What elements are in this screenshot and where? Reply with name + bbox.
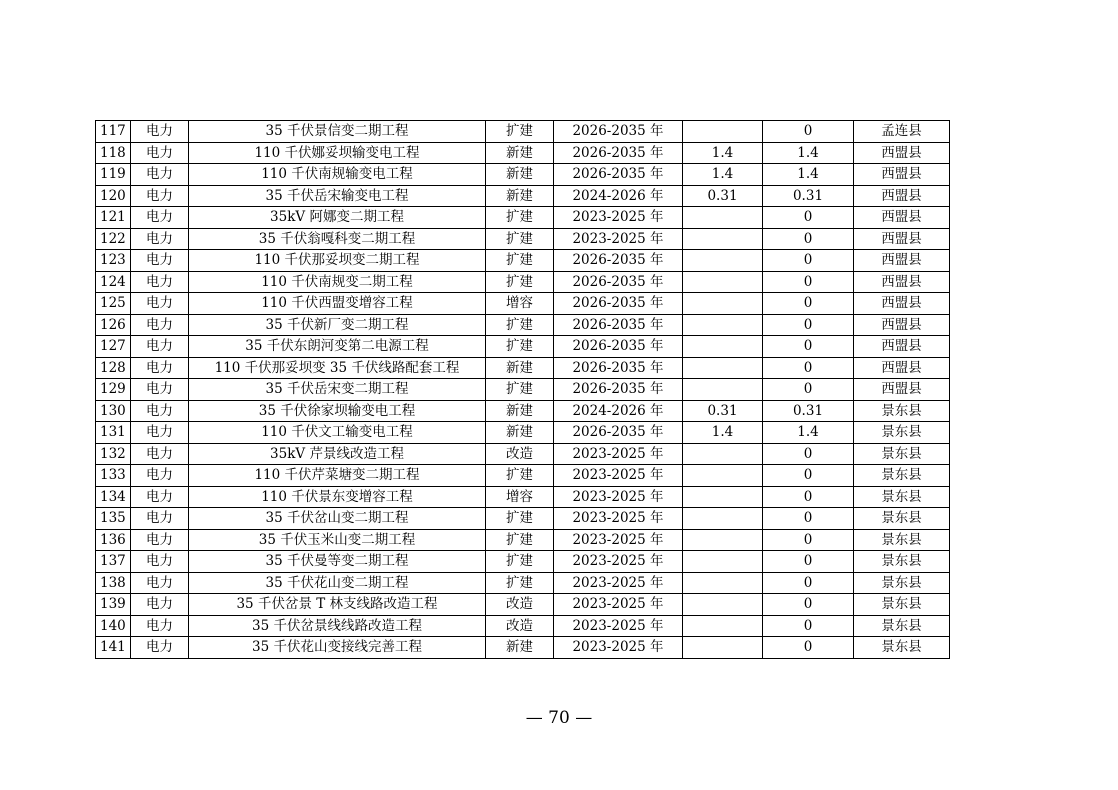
build-type-cell: 新建 <box>486 400 554 422</box>
category-cell: 电力 <box>131 185 189 207</box>
table-row <box>96 250 950 272</box>
row-number-cell: 137 <box>96 551 131 573</box>
county-cell: 景东县 <box>854 615 950 637</box>
value-a-cell <box>683 572 763 594</box>
value-a-cell: 0.31 <box>683 185 763 207</box>
table-row <box>96 400 950 422</box>
project-name-cell: 110 千伏文工输变电工程 <box>189 422 486 444</box>
period-cell: 2026-2035 年 <box>554 164 683 186</box>
period-cell: 2023-2025 年 <box>554 615 683 637</box>
category-cell: 电力 <box>131 142 189 164</box>
project-name-cell: 110 千伏景东变增容工程 <box>189 486 486 508</box>
row-number-cell: 121 <box>96 207 131 229</box>
county-cell: 西盟县 <box>854 142 950 164</box>
table-row <box>96 185 950 207</box>
build-type-cell: 改造 <box>486 594 554 616</box>
value-b-cell: 0 <box>763 637 854 659</box>
project-name-cell: 35 千伏岳宋变二期工程 <box>189 379 486 401</box>
period-cell: 2026-2035 年 <box>554 422 683 444</box>
period-cell: 2024-2026 年 <box>554 400 683 422</box>
project-name-cell: 110 千伏南规输变电工程 <box>189 164 486 186</box>
county-cell: 西盟县 <box>854 357 950 379</box>
category-cell: 电力 <box>131 293 189 315</box>
category-cell: 电力 <box>131 486 189 508</box>
period-cell: 2026-2035 年 <box>554 271 683 293</box>
value-b-cell: 0 <box>763 207 854 229</box>
value-a-cell <box>683 207 763 229</box>
category-cell: 电力 <box>131 400 189 422</box>
county-cell: 景东县 <box>854 508 950 530</box>
value-b-cell: 0 <box>763 551 854 573</box>
county-cell: 西盟县 <box>854 250 950 272</box>
county-cell: 景东县 <box>854 465 950 487</box>
period-cell: 2023-2025 年 <box>554 529 683 551</box>
build-type-cell: 扩建 <box>486 551 554 573</box>
value-b-cell: 0.31 <box>763 400 854 422</box>
build-type-cell: 改造 <box>486 443 554 465</box>
build-type-cell: 改造 <box>486 615 554 637</box>
category-cell: 电力 <box>131 443 189 465</box>
value-b-cell: 0 <box>763 271 854 293</box>
category-cell: 电力 <box>131 207 189 229</box>
value-a-cell: 0.31 <box>683 400 763 422</box>
row-number-cell: 122 <box>96 228 131 250</box>
row-number-cell: 138 <box>96 572 131 594</box>
build-type-cell: 扩建 <box>486 121 554 143</box>
value-b-cell: 0 <box>763 465 854 487</box>
value-a-cell <box>683 271 763 293</box>
row-number-cell: 126 <box>96 314 131 336</box>
row-number-cell: 127 <box>96 336 131 358</box>
period-cell: 2023-2025 年 <box>554 443 683 465</box>
project-name-cell: 35 千伏东朗河变第二电源工程 <box>189 336 486 358</box>
value-a-cell <box>683 594 763 616</box>
project-name-cell: 110 千伏那妥坝变 35 千伏线路配套工程 <box>189 357 486 379</box>
build-type-cell: 扩建 <box>486 207 554 229</box>
value-b-cell: 1.4 <box>763 164 854 186</box>
row-number-cell: 117 <box>96 121 131 143</box>
value-b-cell: 0 <box>763 314 854 336</box>
county-cell: 西盟县 <box>854 164 950 186</box>
value-a-cell: 1.4 <box>683 422 763 444</box>
project-name-cell: 35 千伏徐家坝输变电工程 <box>189 400 486 422</box>
table-row <box>96 443 950 465</box>
category-cell: 电力 <box>131 572 189 594</box>
table-row <box>96 529 950 551</box>
table-row <box>96 465 950 487</box>
value-a-cell: 1.4 <box>683 164 763 186</box>
county-cell: 景东县 <box>854 637 950 659</box>
category-cell: 电力 <box>131 551 189 573</box>
build-type-cell: 新建 <box>486 637 554 659</box>
table-row <box>96 164 950 186</box>
build-type-cell: 新建 <box>486 422 554 444</box>
row-number-cell: 134 <box>96 486 131 508</box>
build-type-cell: 扩建 <box>486 465 554 487</box>
table-row <box>96 379 950 401</box>
county-cell: 西盟县 <box>854 336 950 358</box>
value-a-cell <box>683 508 763 530</box>
county-cell: 景东县 <box>854 422 950 444</box>
category-cell: 电力 <box>131 336 189 358</box>
project-table <box>95 120 950 659</box>
row-number-cell: 120 <box>96 185 131 207</box>
row-number-cell: 128 <box>96 357 131 379</box>
period-cell: 2026-2035 年 <box>554 121 683 143</box>
table-row <box>96 637 950 659</box>
value-a-cell <box>683 336 763 358</box>
project-name-cell: 35 千伏岔景 T 林支线路改造工程 <box>189 594 486 616</box>
value-a-cell <box>683 615 763 637</box>
period-cell: 2026-2035 年 <box>554 250 683 272</box>
county-cell: 西盟县 <box>854 314 950 336</box>
value-b-cell: 0 <box>763 572 854 594</box>
value-b-cell: 0 <box>763 508 854 530</box>
period-cell: 2023-2025 年 <box>554 594 683 616</box>
category-cell: 电力 <box>131 465 189 487</box>
period-cell: 2023-2025 年 <box>554 486 683 508</box>
period-cell: 2026-2035 年 <box>554 293 683 315</box>
project-name-cell: 35 千伏翁嘎科变二期工程 <box>189 228 486 250</box>
row-number-cell: 132 <box>96 443 131 465</box>
table-row <box>96 142 950 164</box>
value-a-cell <box>683 637 763 659</box>
value-a-cell <box>683 293 763 315</box>
table-row <box>96 293 950 315</box>
value-b-cell: 0 <box>763 486 854 508</box>
build-type-cell: 扩建 <box>486 250 554 272</box>
category-cell: 电力 <box>131 164 189 186</box>
page-number: — 70 — <box>525 708 593 728</box>
row-number-cell: 131 <box>96 422 131 444</box>
category-cell: 电力 <box>131 615 189 637</box>
value-a-cell <box>683 314 763 336</box>
table-row <box>96 572 950 594</box>
project-name-cell: 35 千伏花山变接线完善工程 <box>189 637 486 659</box>
period-cell: 2026-2035 年 <box>554 336 683 358</box>
table-row <box>96 207 950 229</box>
table-row <box>96 121 950 143</box>
county-cell: 景东县 <box>854 572 950 594</box>
value-b-cell: 0 <box>763 594 854 616</box>
category-cell: 电力 <box>131 529 189 551</box>
value-a-cell <box>683 529 763 551</box>
row-number-cell: 124 <box>96 271 131 293</box>
category-cell: 电力 <box>131 379 189 401</box>
project-name-cell: 110 千伏那妥坝变二期工程 <box>189 250 486 272</box>
row-number-cell: 141 <box>96 637 131 659</box>
build-type-cell: 扩建 <box>486 336 554 358</box>
value-b-cell: 0 <box>763 529 854 551</box>
period-cell: 2023-2025 年 <box>554 465 683 487</box>
period-cell: 2024-2026 年 <box>554 185 683 207</box>
category-cell: 电力 <box>131 228 189 250</box>
county-cell: 景东县 <box>854 594 950 616</box>
period-cell: 2023-2025 年 <box>554 228 683 250</box>
row-number-cell: 119 <box>96 164 131 186</box>
value-b-cell: 0 <box>763 615 854 637</box>
category-cell: 电力 <box>131 508 189 530</box>
county-cell: 西盟县 <box>854 207 950 229</box>
value-a-cell <box>683 551 763 573</box>
county-cell: 西盟县 <box>854 293 950 315</box>
build-type-cell: 扩建 <box>486 529 554 551</box>
county-cell: 景东县 <box>854 400 950 422</box>
build-type-cell: 扩建 <box>486 228 554 250</box>
project-name-cell: 35 千伏玉米山变二期工程 <box>189 529 486 551</box>
table-row <box>96 271 950 293</box>
project-name-cell: 35 千伏新厂变二期工程 <box>189 314 486 336</box>
table-row <box>96 336 950 358</box>
category-cell: 电力 <box>131 121 189 143</box>
category-cell: 电力 <box>131 422 189 444</box>
category-cell: 电力 <box>131 271 189 293</box>
row-number-cell: 125 <box>96 293 131 315</box>
row-number-cell: 129 <box>96 379 131 401</box>
row-number-cell: 130 <box>96 400 131 422</box>
period-cell: 2023-2025 年 <box>554 508 683 530</box>
period-cell: 2023-2025 年 <box>554 207 683 229</box>
row-number-cell: 133 <box>96 465 131 487</box>
period-cell: 2026-2035 年 <box>554 357 683 379</box>
category-cell: 电力 <box>131 250 189 272</box>
table-body <box>96 121 950 659</box>
category-cell: 电力 <box>131 594 189 616</box>
value-b-cell: 1.4 <box>763 142 854 164</box>
value-b-cell: 0 <box>763 336 854 358</box>
project-name-cell: 35 千伏岔景线线路改造工程 <box>189 615 486 637</box>
period-cell: 2026-2035 年 <box>554 379 683 401</box>
project-name-cell: 110 千伏芹菜塘变二期工程 <box>189 465 486 487</box>
table-row <box>96 314 950 336</box>
table-row <box>96 486 950 508</box>
build-type-cell: 新建 <box>486 164 554 186</box>
county-cell: 西盟县 <box>854 271 950 293</box>
table-row <box>96 422 950 444</box>
project-name-cell: 35kV 阿娜变二期工程 <box>189 207 486 229</box>
county-cell: 景东县 <box>854 486 950 508</box>
value-a-cell <box>683 228 763 250</box>
category-cell: 电力 <box>131 314 189 336</box>
table-row <box>96 228 950 250</box>
project-name-cell: 35 千伏景信变二期工程 <box>189 121 486 143</box>
row-number-cell: 140 <box>96 615 131 637</box>
period-cell: 2026-2035 年 <box>554 314 683 336</box>
county-cell: 西盟县 <box>854 185 950 207</box>
value-a-cell <box>683 486 763 508</box>
project-name-cell: 35 千伏岳宋输变电工程 <box>189 185 486 207</box>
table-row <box>96 508 950 530</box>
county-cell: 景东县 <box>854 551 950 573</box>
table-row <box>96 615 950 637</box>
value-a-cell <box>683 357 763 379</box>
build-type-cell: 扩建 <box>486 379 554 401</box>
build-type-cell: 新建 <box>486 185 554 207</box>
row-number-cell: 123 <box>96 250 131 272</box>
value-b-cell: 0.31 <box>763 185 854 207</box>
row-number-cell: 135 <box>96 508 131 530</box>
project-name-cell: 110 千伏娜妥坝输变电工程 <box>189 142 486 164</box>
county-cell: 景东县 <box>854 443 950 465</box>
value-a-cell: 1.4 <box>683 142 763 164</box>
build-type-cell: 增容 <box>486 486 554 508</box>
build-type-cell: 新建 <box>486 357 554 379</box>
value-b-cell: 0 <box>763 443 854 465</box>
value-b-cell: 0 <box>763 293 854 315</box>
value-a-cell <box>683 121 763 143</box>
category-cell: 电力 <box>131 637 189 659</box>
period-cell: 2023-2025 年 <box>554 551 683 573</box>
value-a-cell <box>683 379 763 401</box>
value-b-cell: 0 <box>763 228 854 250</box>
build-type-cell: 新建 <box>486 142 554 164</box>
row-number-cell: 118 <box>96 142 131 164</box>
county-cell: 景东县 <box>854 529 950 551</box>
build-type-cell: 增容 <box>486 293 554 315</box>
period-cell: 2023-2025 年 <box>554 572 683 594</box>
period-cell: 2026-2035 年 <box>554 142 683 164</box>
period-cell: 2023-2025 年 <box>554 637 683 659</box>
value-b-cell: 0 <box>763 379 854 401</box>
value-a-cell <box>683 465 763 487</box>
project-name-cell: 110 千伏南规变二期工程 <box>189 271 486 293</box>
build-type-cell: 扩建 <box>486 271 554 293</box>
table-row <box>96 357 950 379</box>
build-type-cell: 扩建 <box>486 508 554 530</box>
value-a-cell <box>683 443 763 465</box>
table-row <box>96 594 950 616</box>
build-type-cell: 扩建 <box>486 314 554 336</box>
county-cell: 西盟县 <box>854 228 950 250</box>
value-a-cell <box>683 250 763 272</box>
value-b-cell: 0 <box>763 357 854 379</box>
project-name-cell: 35kV 芹景线改造工程 <box>189 443 486 465</box>
row-number-cell: 136 <box>96 529 131 551</box>
project-name-cell: 35 千伏花山变二期工程 <box>189 572 486 594</box>
value-b-cell: 0 <box>763 121 854 143</box>
county-cell: 孟连县 <box>854 121 950 143</box>
table-row <box>96 551 950 573</box>
row-number-cell: 139 <box>96 594 131 616</box>
value-b-cell: 0 <box>763 250 854 272</box>
build-type-cell: 扩建 <box>486 572 554 594</box>
project-name-cell: 35 千伏曼等变二期工程 <box>189 551 486 573</box>
project-name-cell: 110 千伏西盟变增容工程 <box>189 293 486 315</box>
county-cell: 西盟县 <box>854 379 950 401</box>
value-b-cell: 1.4 <box>763 422 854 444</box>
project-name-cell: 35 千伏岔山变二期工程 <box>189 508 486 530</box>
category-cell: 电力 <box>131 357 189 379</box>
